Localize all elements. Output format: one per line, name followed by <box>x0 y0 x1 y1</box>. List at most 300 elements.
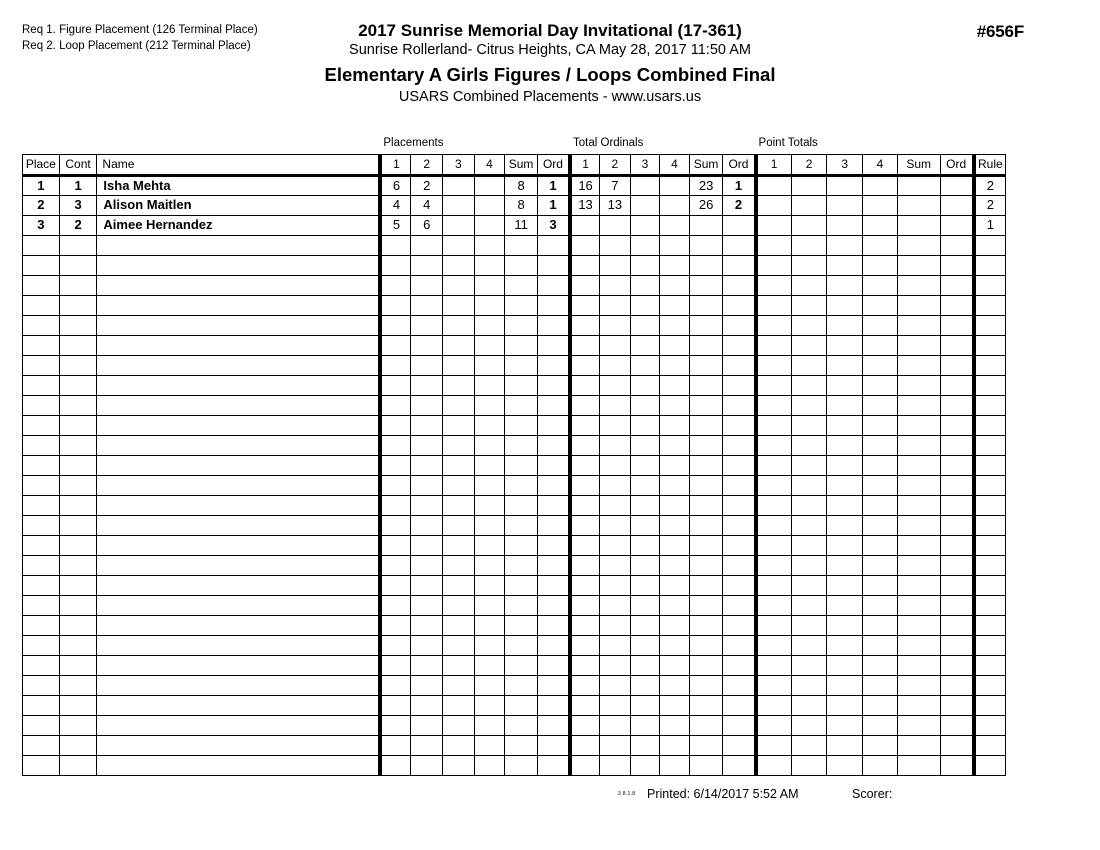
cell-points-j3 <box>827 475 863 495</box>
cell-name <box>97 695 380 715</box>
cell-points-j3 <box>827 455 863 475</box>
cell-placements-j3 <box>443 355 475 375</box>
cell-placements-j3 <box>443 195 475 215</box>
cell-points-j2 <box>791 475 827 495</box>
table-row[interactable] <box>23 315 1006 335</box>
group-label-spacer <box>23 136 381 154</box>
cell-placements-j1 <box>380 575 411 595</box>
version-stamp: 3.8.1.8 <box>618 791 636 797</box>
cell-rule <box>974 655 1006 675</box>
cell-points-ord <box>940 535 974 555</box>
table-row[interactable] <box>23 475 1006 495</box>
cell-placements-ord <box>537 255 570 275</box>
cell-ordinals-j4 <box>660 315 690 335</box>
cell-points-j4 <box>863 415 898 435</box>
cell-placements-j3 <box>443 435 475 455</box>
cell-cont <box>59 495 97 515</box>
cell-ordinals-j1 <box>570 455 600 475</box>
cell-ordinals-ord <box>723 615 756 635</box>
cell-ordinals-j1: 16 <box>570 175 600 195</box>
cell-ordinals-ord <box>723 455 756 475</box>
cell-placements-sum <box>505 555 538 575</box>
cell-placements-j1 <box>380 695 411 715</box>
table-row[interactable] <box>23 675 1006 695</box>
cell-points-j1 <box>756 255 792 275</box>
cell-placements-j3 <box>443 315 475 335</box>
table-row[interactable] <box>23 495 1006 515</box>
cell-ordinals-ord <box>723 535 756 555</box>
table-row[interactable] <box>23 555 1006 575</box>
cell-placements-j2 <box>411 515 443 535</box>
cell-placements-j1 <box>380 595 411 615</box>
document-number: #656F <box>976 22 1024 41</box>
table-row[interactable] <box>23 455 1006 475</box>
cell-ordinals-j1 <box>570 435 600 455</box>
cell-points-sum <box>897 295 940 315</box>
cell-cont <box>59 655 97 675</box>
cell-cont <box>59 695 97 715</box>
cell-points-ord <box>940 615 974 635</box>
column-header-points-ord: Ord <box>940 154 974 175</box>
table-row[interactable] <box>23 175 1006 195</box>
cell-points-j3 <box>827 635 863 655</box>
cell-place <box>23 675 60 695</box>
cell-ordinals-sum <box>689 235 723 255</box>
cell-place <box>23 455 60 475</box>
cell-placements-j3 <box>443 715 475 735</box>
cell-ordinals-j2 <box>600 315 631 335</box>
cell-placements-j4 <box>474 675 505 695</box>
cell-placements-j2 <box>411 675 443 695</box>
cell-points-sum <box>897 735 940 755</box>
cell-points-j1 <box>756 715 792 735</box>
cell-points-ord <box>940 355 974 375</box>
cell-points-j3 <box>827 215 863 235</box>
cell-placements-j1 <box>380 755 411 775</box>
cell-ordinals-j3 <box>630 735 660 755</box>
cell-points-sum <box>897 675 940 695</box>
cell-points-j2 <box>791 615 827 635</box>
cell-rule <box>974 275 1006 295</box>
cell-points-j2 <box>791 355 827 375</box>
table-row[interactable] <box>23 215 1006 235</box>
cell-rule <box>974 535 1006 555</box>
cell-placements-sum <box>505 535 538 555</box>
cell-name <box>97 255 380 275</box>
cell-points-j1 <box>756 175 792 195</box>
cell-placements-j4 <box>474 535 505 555</box>
cell-placements-j1 <box>380 615 411 635</box>
cell-ordinals-ord <box>723 375 756 395</box>
table-row[interactable] <box>23 755 1006 775</box>
cell-points-j1 <box>756 655 792 675</box>
cell-placements-sum <box>505 515 538 535</box>
cell-ordinals-j4 <box>660 335 690 355</box>
cell-ordinals-j1 <box>570 415 600 435</box>
cell-points-ord <box>940 235 974 255</box>
cell-points-j2 <box>791 735 827 755</box>
cell-ordinals-j3 <box>630 355 660 375</box>
cell-ordinals-j4 <box>660 255 690 275</box>
cell-points-sum <box>897 475 940 495</box>
cell-points-j2 <box>791 255 827 275</box>
cell-placements-j3 <box>443 275 475 295</box>
cell-ordinals-sum: 26 <box>689 195 723 215</box>
cell-name <box>97 475 380 495</box>
cell-rule <box>974 735 1006 755</box>
cell-ordinals-j4 <box>660 375 690 395</box>
table-row[interactable] <box>23 735 1006 755</box>
cell-placements-j2 <box>411 555 443 575</box>
cell-points-j3 <box>827 655 863 675</box>
cell-ordinals-j2 <box>600 595 631 615</box>
cell-placements-j3 <box>443 415 475 435</box>
cell-cont <box>59 355 97 375</box>
footer <box>22 784 1006 804</box>
cell-placements-sum <box>505 375 538 395</box>
page-title: Elementary A Girls Figures / Loops Combined Final <box>324 64 776 85</box>
cell-placements-ord <box>537 355 570 375</box>
cell-placements-j3 <box>443 755 475 775</box>
cell-points-j1 <box>756 415 792 435</box>
table-row[interactable] <box>23 515 1006 535</box>
cell-ordinals-sum <box>689 655 723 675</box>
cell-ordinals-j1 <box>570 395 600 415</box>
cell-place <box>23 415 60 435</box>
cell-ordinals-j1 <box>570 755 600 775</box>
cell-placements-j4 <box>474 495 505 515</box>
cell-ordinals-j1 <box>570 575 600 595</box>
table-row[interactable] <box>23 655 1006 675</box>
group-label-point-totals: Point Totals <box>758 137 818 149</box>
cell-rule <box>974 475 1006 495</box>
cell-place <box>23 315 60 335</box>
cell-place <box>23 695 60 715</box>
table-row[interactable] <box>23 535 1006 555</box>
cell-ordinals-ord <box>723 475 756 495</box>
cell-place: 2 <box>23 195 60 215</box>
cell-cont: 2 <box>59 215 97 235</box>
cell-placements-j1 <box>380 295 411 315</box>
cell-ordinals-j4 <box>660 275 690 295</box>
cell-ordinals-j4 <box>660 235 690 255</box>
cell-points-j4 <box>863 695 898 715</box>
cell-ordinals-j3 <box>630 655 660 675</box>
cell-placements-j4 <box>474 235 505 255</box>
cell-ordinals-j4 <box>660 755 690 775</box>
cell-points-ord <box>940 635 974 655</box>
cell-points-j4 <box>863 535 898 555</box>
cell-points-j4 <box>863 755 898 775</box>
cell-placements-j1: 4 <box>380 195 411 215</box>
cell-place <box>23 395 60 415</box>
cell-points-j2 <box>791 655 827 675</box>
cell-place <box>23 515 60 535</box>
cell-placements-j2 <box>411 255 443 275</box>
cell-points-j3 <box>827 755 863 775</box>
cell-ordinals-j4 <box>660 635 690 655</box>
table-row[interactable] <box>23 275 1006 295</box>
cell-cont <box>59 635 97 655</box>
cell-place <box>23 575 60 595</box>
cell-points-j1 <box>756 615 792 635</box>
requirement-label: Req 2. <box>22 40 56 52</box>
cell-ordinals-sum <box>689 415 723 435</box>
cell-points-j2 <box>791 635 827 655</box>
cell-cont <box>59 275 97 295</box>
cell-rule <box>974 615 1006 635</box>
cell-place <box>23 435 60 455</box>
cell-ordinals-ord <box>723 335 756 355</box>
cell-points-sum <box>897 235 940 255</box>
cell-placements-j2: 2 <box>411 175 443 195</box>
cell-placements-j3 <box>443 615 475 635</box>
column-header-ordinals-judge-2: 2 <box>600 154 631 175</box>
cell-points-j3 <box>827 575 863 595</box>
cell-points-ord <box>940 515 974 535</box>
cell-points-sum <box>897 215 940 235</box>
cell-ordinals-j2 <box>600 455 631 475</box>
cell-placements-ord <box>537 375 570 395</box>
cell-ordinals-j2 <box>600 555 631 575</box>
cell-ordinals-j1 <box>570 555 600 575</box>
cell-ordinals-sum <box>689 495 723 515</box>
cell-placements-ord <box>537 515 570 535</box>
cell-placements-j2 <box>411 475 443 495</box>
cell-ordinals-j2 <box>600 375 631 395</box>
cell-place <box>23 595 60 615</box>
cell-ordinals-sum <box>689 695 723 715</box>
column-header-ordinals-judge-3: 3 <box>630 154 660 175</box>
cell-placements-j2 <box>411 415 443 435</box>
cell-placements-sum <box>505 275 538 295</box>
cell-points-j4 <box>863 635 898 655</box>
cell-name <box>97 755 380 775</box>
cell-ordinals-ord: 1 <box>723 175 756 195</box>
cell-ordinals-j1 <box>570 355 600 375</box>
cell-placements-j1 <box>380 235 411 255</box>
cell-ordinals-ord <box>723 575 756 595</box>
cell-ordinals-sum <box>689 315 723 335</box>
cell-place <box>23 355 60 375</box>
cell-points-j1 <box>756 535 792 555</box>
cell-placements-j2 <box>411 495 443 515</box>
cell-points-sum <box>897 515 940 535</box>
cell-placements-sum <box>505 395 538 415</box>
cell-points-j3 <box>827 315 863 335</box>
table-row[interactable] <box>23 395 1006 415</box>
table-row[interactable] <box>23 195 1006 215</box>
cell-ordinals-j2 <box>600 335 631 355</box>
table-row[interactable] <box>23 575 1006 595</box>
cell-placements-j4 <box>474 475 505 495</box>
cell-points-j4 <box>863 575 898 595</box>
cell-placements-ord <box>537 315 570 335</box>
cell-placements-j2 <box>411 655 443 675</box>
cell-points-ord <box>940 175 974 195</box>
cell-points-j2 <box>791 595 827 615</box>
table-row[interactable] <box>23 715 1006 735</box>
cell-placements-j2 <box>411 715 443 735</box>
cell-placements-sum: 8 <box>505 175 538 195</box>
cell-rule <box>974 295 1006 315</box>
cell-placements-j3 <box>443 475 475 495</box>
cell-ordinals-j2 <box>600 295 631 315</box>
cell-placements-j4 <box>474 695 505 715</box>
cell-points-j4 <box>863 675 898 695</box>
cell-ordinals-j3 <box>630 455 660 475</box>
cell-name <box>97 575 380 595</box>
cell-points-j3 <box>827 695 863 715</box>
cell-ordinals-j2 <box>600 535 631 555</box>
cell-placements-j1 <box>380 655 411 675</box>
cell-ordinals-j1 <box>570 715 600 735</box>
cell-points-j3 <box>827 735 863 755</box>
column-header-placements-sum: Sum <box>505 154 538 175</box>
column-header-row <box>23 154 1006 175</box>
cell-placements-j1 <box>380 455 411 475</box>
table-row[interactable] <box>23 295 1006 315</box>
cell-ordinals-j1 <box>570 295 600 315</box>
table-row[interactable] <box>23 255 1006 275</box>
cell-placements-j4 <box>474 435 505 455</box>
cell-placements-ord <box>537 695 570 715</box>
cell-place <box>23 375 60 395</box>
cell-points-ord <box>940 415 974 435</box>
cell-placements-j3 <box>443 515 475 535</box>
cell-placements-j1 <box>380 355 411 375</box>
cell-ordinals-j1: 13 <box>570 195 600 215</box>
cell-ordinals-j3 <box>630 675 660 695</box>
column-header-placements-judge-4: 4 <box>474 154 505 175</box>
cell-ordinals-j4 <box>660 575 690 595</box>
cell-placements-j3 <box>443 735 475 755</box>
cell-points-j2 <box>791 415 827 435</box>
cell-name <box>97 735 380 755</box>
requirement-label: Req 1. <box>22 24 56 36</box>
cell-placements-ord <box>537 595 570 615</box>
cell-rule <box>974 715 1006 735</box>
cell-points-j1 <box>756 315 792 335</box>
cell-points-j4 <box>863 275 898 295</box>
cell-cont <box>59 535 97 555</box>
cell-ordinals-j3 <box>630 595 660 615</box>
cell-points-ord <box>940 575 974 595</box>
table-row[interactable] <box>23 335 1006 355</box>
table-row[interactable] <box>23 695 1006 715</box>
cell-points-j2 <box>791 335 827 355</box>
cell-ordinals-j4 <box>660 515 690 535</box>
cell-points-j4 <box>863 175 898 195</box>
cell-placements-sum <box>505 315 538 335</box>
cell-cont <box>59 755 97 775</box>
cell-points-j4 <box>863 355 898 375</box>
cell-placements-j1 <box>380 375 411 395</box>
cell-ordinals-j3 <box>630 515 660 535</box>
cell-points-sum <box>897 495 940 515</box>
cell-placements-ord <box>537 715 570 735</box>
table-row[interactable] <box>23 595 1006 615</box>
column-header-placements-ord: Ord <box>537 154 570 175</box>
cell-ordinals-j2 <box>600 695 631 715</box>
cell-placements-j4 <box>474 215 505 235</box>
cell-placements-ord <box>537 535 570 555</box>
column-header-ordinals-ord: Ord <box>723 154 756 175</box>
table-row[interactable] <box>23 615 1006 635</box>
cell-ordinals-j2 <box>600 635 631 655</box>
cell-ordinals-j1 <box>570 215 600 235</box>
table-row[interactable] <box>23 435 1006 455</box>
cell-ordinals-j3 <box>630 535 660 555</box>
cell-points-j3 <box>827 415 863 435</box>
cell-ordinals-sum <box>689 595 723 615</box>
cell-ordinals-sum <box>689 515 723 535</box>
cell-points-j2 <box>791 295 827 315</box>
cell-ordinals-j2 <box>600 675 631 695</box>
cell-points-j1 <box>756 675 792 695</box>
cell-cont <box>59 335 97 355</box>
cell-ordinals-j4 <box>660 595 690 615</box>
cell-points-sum <box>897 275 940 295</box>
cell-points-j4 <box>863 375 898 395</box>
cell-ordinals-j3 <box>630 575 660 595</box>
cell-rule <box>974 495 1006 515</box>
cell-cont <box>59 615 97 635</box>
table-row[interactable] <box>23 635 1006 655</box>
cell-points-j2 <box>791 215 827 235</box>
table-row[interactable] <box>23 235 1006 255</box>
group-label-row <box>23 136 1006 154</box>
table-row[interactable] <box>23 415 1006 435</box>
cell-points-j4 <box>863 495 898 515</box>
cell-placements-ord <box>537 575 570 595</box>
cell-placements-j3 <box>443 675 475 695</box>
cell-place: 1 <box>23 175 60 195</box>
cell-ordinals-j3 <box>630 275 660 295</box>
cell-ordinals-j2 <box>600 275 631 295</box>
table-row[interactable] <box>23 375 1006 395</box>
cell-ordinals-j3 <box>630 635 660 655</box>
cell-points-j4 <box>863 475 898 495</box>
cell-placements-j4 <box>474 395 505 415</box>
cell-ordinals-j3 <box>630 755 660 775</box>
cell-name <box>97 315 380 335</box>
cell-rule <box>974 695 1006 715</box>
cell-placements-j4 <box>474 715 505 735</box>
cell-cont <box>59 475 97 495</box>
cell-points-ord <box>940 335 974 355</box>
table-row[interactable] <box>23 355 1006 375</box>
cell-ordinals-ord: 2 <box>723 195 756 215</box>
cell-points-j4 <box>863 195 898 215</box>
cell-name <box>97 375 380 395</box>
cell-placements-j2: 4 <box>411 195 443 215</box>
cell-ordinals-j2 <box>600 575 631 595</box>
cell-placements-j1 <box>380 715 411 735</box>
cell-ordinals-j1 <box>570 695 600 715</box>
cell-ordinals-j2 <box>600 435 631 455</box>
cell-points-j4 <box>863 215 898 235</box>
cell-points-j2 <box>791 395 827 415</box>
cell-points-ord <box>940 455 974 475</box>
cell-placements-j2 <box>411 295 443 315</box>
cell-points-j1 <box>756 735 792 755</box>
cell-ordinals-j1 <box>570 535 600 555</box>
cell-placements-j3 <box>443 335 475 355</box>
cell-placements-j4 <box>474 195 505 215</box>
cell-cont <box>59 735 97 755</box>
cell-points-j4 <box>863 615 898 635</box>
